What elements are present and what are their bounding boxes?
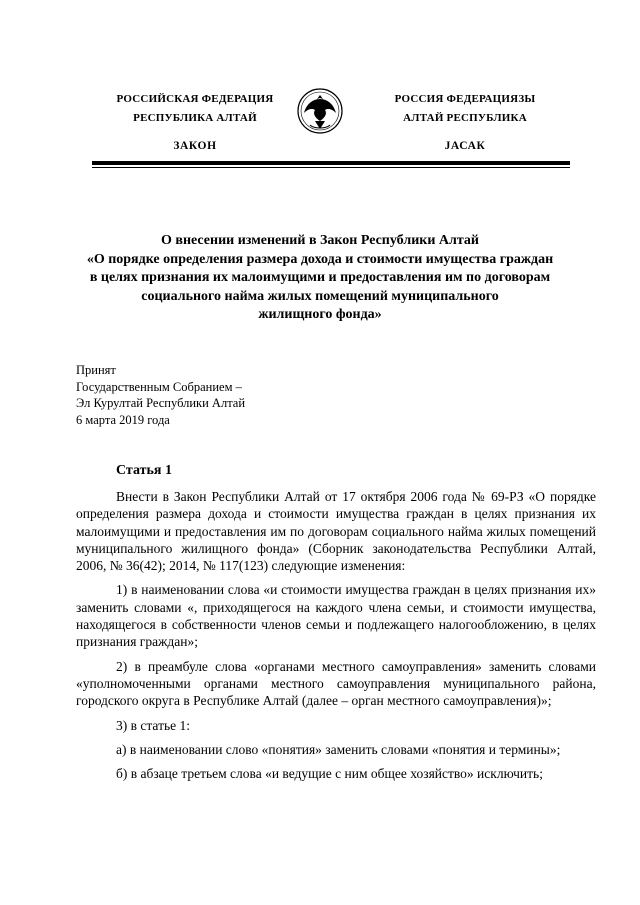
article-body: [76, 488, 596, 789]
article-paragraph: а) в наименовании слово «понятия» заменить словами «понятия и термины»;: [116, 741, 561, 757]
header-right-line2: АЛТАЙ РЕСПУБЛИКА: [403, 112, 527, 124]
article-paragraph: Внести в Закон Республики Алтай от 17 октября 2006 года № 69-РЗ «О порядке определения размера дохода и стоимости имущества граждан в целях признания их малоимущими и предоставления им по договорам социального найма жилых помещений муниципального жилищного фонда» (Сборник законодательства Республики Алтай, 2006, № 36(42); 2014, № 117(123) следующие изменения:: [76, 489, 596, 574]
header-divider-thin: [92, 167, 570, 168]
header-left-russian: [85, 90, 305, 156]
law-title-line: в целях признания их малоимущими и предоставления им по договорам: [89, 270, 551, 285]
article-heading: Статья 1: [116, 463, 172, 478]
header-right-law: JАСАК: [444, 140, 486, 152]
header-right-altai: [355, 90, 575, 156]
adoption-block: [76, 362, 376, 428]
article-paragraph: б) в абзаце третьем слова «и ведущие с ним общее хозяйство» исключить;: [116, 766, 543, 782]
law-title: [60, 232, 580, 325]
law-title-line: жилищного фонда»: [258, 307, 382, 322]
article-paragraph: 2) в преамбуле слова «органами местного самоуправления» заменить словами «уполномоченными органами местного самоуправления муниципального района, городского округа в Республике Алтай (далее – орган местного самоуправления)»;: [76, 658, 596, 709]
header-divider-thick: [92, 161, 570, 165]
coat-of-arms-icon: [296, 83, 344, 139]
adoption-line: Эл Курултай Республики Алтай: [76, 396, 246, 410]
law-title-line: «О порядке определения размера дохода и стоимости имущества граждан: [86, 251, 554, 267]
law-title-line: социального найма жилых помещений муниципального: [141, 288, 499, 304]
article-paragraph: 3) в статье 1:: [116, 717, 190, 733]
header-left-line2: РЕСПУБЛИКА АЛТАЙ: [133, 112, 257, 124]
header-left-law: ЗАКОН: [173, 140, 217, 152]
article-paragraph: 1) в наименовании слова «и стоимости имущества граждан в целях признания их» заменить словами «, приходящегося на каждого члена семьи, и стоимости имущества, находящегося в собственности членов семьи и подлежащего налогообложению, в целях признания граждан»;: [76, 582, 596, 650]
adoption-line: Государственным Собранием –: [76, 379, 242, 394]
adoption-line: Принят: [76, 363, 116, 377]
header-right-line1: РОССИЯ ФЕДЕРАЦИЯЗЫ: [394, 93, 536, 105]
adoption-date: 6 марта 2019 года: [76, 412, 170, 427]
law-title-line: О внесении изменений в Закон Республики Алтай: [161, 233, 479, 248]
header-left-line1: РОССИЙСКАЯ ФЕДЕРАЦИЯ: [116, 93, 274, 105]
